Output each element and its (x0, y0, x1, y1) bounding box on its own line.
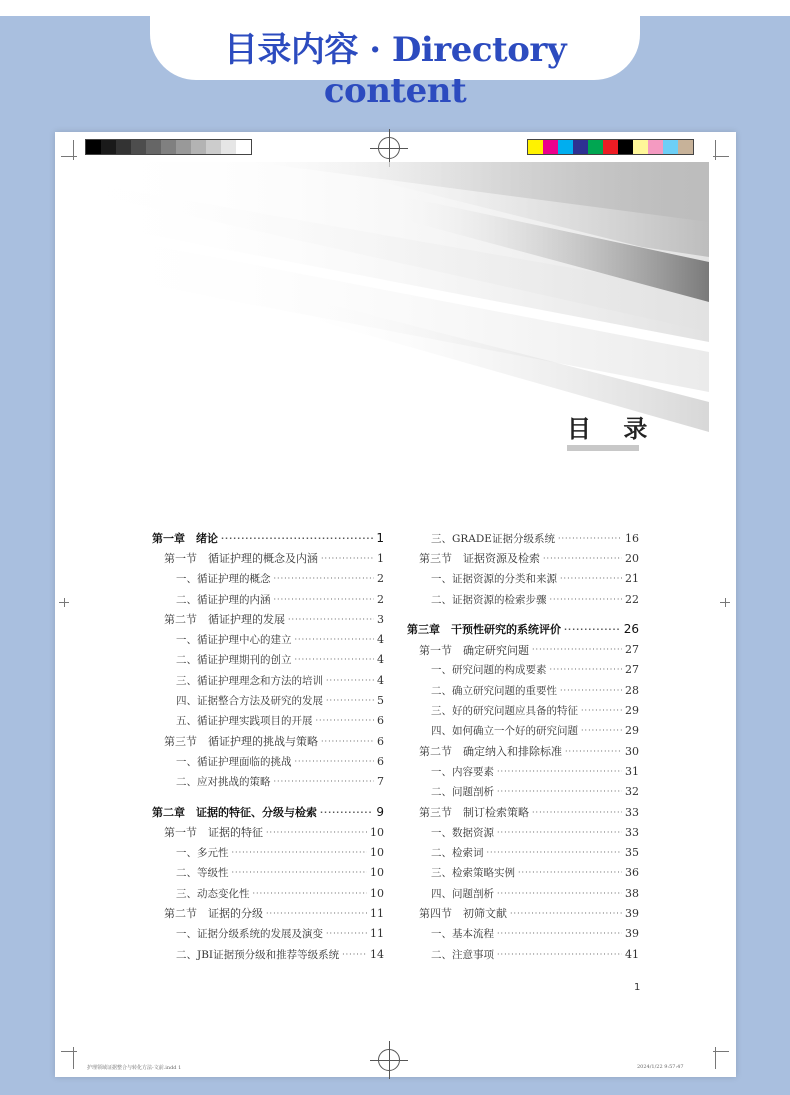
toc-leader-dots (497, 828, 622, 837)
toc-entry-label: 四、问题剖析 (431, 887, 494, 900)
toc-page-number: 20 (625, 551, 639, 565)
toc-entry-label: 三、好的研究问题应具备的特征 (431, 705, 578, 718)
toc-page-number: 3 (377, 612, 384, 626)
toc-entry-label: 一、基本流程 (431, 928, 494, 941)
toc-entry-label: 三、GRADE证据分级系统 (431, 532, 555, 545)
page-number: 1 (634, 982, 641, 993)
gray-patch (236, 140, 251, 154)
toc-section-entry[interactable] (407, 548, 639, 568)
toc-leader-dots (326, 696, 374, 705)
toc-entry-label: 二、确立研究问题的重要性 (431, 684, 557, 697)
toc-heading: 目 录 (567, 415, 660, 443)
toc-page-number: 11 (370, 927, 384, 941)
registration-mark-bottom (378, 1049, 400, 1071)
color-patch (588, 140, 603, 154)
crop-mark (73, 140, 74, 160)
toc-page-number: 31 (625, 764, 639, 778)
toc-page-number: 6 (377, 714, 384, 728)
toc-leader-dots (232, 848, 368, 857)
toc-item-entry[interactable] (407, 822, 639, 842)
color-patch (633, 140, 648, 154)
toc-item-entry[interactable] (152, 589, 384, 609)
toc-page-number: 2 (377, 572, 384, 586)
toc-item-entry[interactable] (407, 924, 639, 944)
toc-section-entry[interactable] (407, 639, 639, 659)
toc-item-entry[interactable] (152, 772, 384, 792)
toc-page-number: 10 (370, 846, 384, 860)
toc-gap (152, 792, 384, 802)
color-patch (573, 140, 588, 154)
toc-page-number: 10 (370, 886, 384, 900)
toc-entry-label: 一、循证护理面临的挑战 (176, 755, 292, 768)
toc-entry-label: 第三节 制订检索策略 (419, 806, 529, 819)
toc-leader-dots (288, 615, 374, 624)
toc-entry-label: 一、多元性 (176, 847, 229, 860)
toc-left-column (152, 528, 384, 964)
toc-page-number: 27 (625, 643, 639, 657)
toc-leader-dots (565, 747, 622, 756)
crop-mark (61, 156, 77, 157)
toc-leader-dots (497, 889, 622, 898)
color-patch (543, 140, 558, 154)
toc-leader-dots (581, 706, 622, 715)
gray-patch (206, 140, 221, 154)
toc-page-number: 38 (625, 886, 639, 900)
color-patch (663, 140, 678, 154)
toc-item-entry[interactable] (407, 528, 639, 548)
toc-item-entry[interactable] (407, 863, 639, 883)
color-patch (603, 140, 618, 154)
gray-patch (86, 140, 101, 154)
toc-page-number: 14 (370, 947, 384, 961)
toc-entry-label: 二、循证护理的内涵 (176, 593, 271, 606)
decorative-gray-stripes (82, 162, 709, 522)
toc-page-number: 5 (377, 694, 384, 708)
print-timestamp-footer: 2024/1/22 9:57:47 (637, 1064, 684, 1070)
toc-entry-label: 第三节 证据资源及检索 (419, 552, 540, 566)
toc-page-number: 29 (625, 724, 639, 738)
toc-leader-dots (274, 595, 375, 604)
toc-leader-dots (253, 889, 368, 898)
toc-entry-label: 第一节 循证护理的概念及内涵 (164, 552, 318, 566)
toc-leader-dots (274, 777, 375, 786)
crop-mark (713, 1051, 729, 1052)
toc-item-entry[interactable] (152, 924, 384, 944)
toc-entry-label: 第一节 证据的特征 (164, 826, 263, 840)
toc-page-number: 10 (370, 825, 384, 839)
toc-leader-dots (558, 534, 622, 543)
toc-item-entry[interactable] (152, 944, 384, 964)
color-patch (618, 140, 633, 154)
toc-leader-dots (550, 665, 623, 674)
toc-section-entry[interactable] (152, 548, 384, 568)
toc-item-entry[interactable] (407, 660, 639, 680)
toc-page-number: 26 (623, 622, 639, 637)
toc-page-number: 11 (370, 906, 384, 920)
toc-page-number: 4 (377, 673, 384, 687)
toc-leader-dots (316, 716, 375, 725)
toc-leader-dots (295, 635, 375, 644)
toc-page-number: 9 (376, 805, 384, 819)
toc-item-entry[interactable] (407, 721, 639, 741)
toc-leader-dots (497, 950, 622, 959)
toc-leader-dots (487, 848, 623, 857)
toc-entry-label: 一、证据分级系统的发展及演变 (176, 928, 323, 941)
gray-patch (131, 140, 146, 154)
toc-page-number: 27 (625, 663, 639, 677)
toc-item-entry[interactable] (407, 883, 639, 903)
crop-mark (61, 1051, 77, 1052)
toc-item-entry[interactable] (407, 782, 639, 802)
toc-leader-dots (543, 554, 622, 563)
banner-title: 目录内容 · Directory content (223, 30, 567, 111)
toc-page-number: 1 (377, 551, 384, 565)
toc-leader-dots (581, 726, 622, 735)
toc-leader-dots (518, 868, 622, 877)
toc-page-number: 22 (625, 592, 639, 606)
toc-entry-label: 第二节 证据的分级 (164, 907, 263, 921)
toc-page-number: 29 (625, 704, 639, 718)
toc-entry-label: 二、检索词 (431, 847, 484, 860)
toc-leader-dots (326, 676, 374, 685)
toc-leader-dots (295, 655, 375, 664)
gray-patch (221, 140, 236, 154)
toc-item-entry[interactable] (407, 589, 639, 609)
toc-leader-dots (321, 554, 374, 563)
toc-page-number: 1 (376, 531, 384, 546)
toc-item-entry[interactable] (407, 680, 639, 700)
gray-patch (191, 140, 206, 154)
toc-page-number: 6 (377, 754, 384, 768)
toc-page-number: 4 (377, 633, 384, 647)
gray-patch (161, 140, 176, 154)
toc-page-number: 33 (625, 805, 639, 819)
toc-page-number: 10 (370, 866, 384, 880)
toc-chapter-entry[interactable] (407, 619, 639, 639)
toc-entry-label: 二、循证护理期刊的创立 (176, 654, 292, 667)
toc-entry-label: 第二节 确定纳入和排除标准 (419, 745, 562, 759)
toc-leader-dots (560, 574, 622, 583)
toc-section-entry[interactable] (152, 822, 384, 842)
toc-leader-dots (564, 625, 621, 634)
toc-page-number: 41 (625, 947, 639, 961)
toc-entry-label: 四、证据整合方法及研究的发展 (176, 695, 323, 708)
toc-item-entry[interactable] (152, 670, 384, 690)
toc-leader-dots (326, 929, 367, 938)
toc-page-number: 4 (377, 653, 384, 667)
toc-page-number: 30 (625, 744, 639, 758)
gray-patch (101, 140, 116, 154)
toc-entry-label: 二、JBI证据预分级和推荐等级系统 (176, 948, 340, 961)
toc-leader-dots (266, 828, 367, 837)
toc-entry-label: 第三节 循证护理的挑战与策略 (164, 735, 318, 749)
toc-page-number: 28 (625, 683, 639, 697)
toc-item-entry[interactable] (152, 883, 384, 903)
toc-section-entry[interactable] (152, 731, 384, 751)
toc-page-number: 39 (625, 927, 639, 941)
toc-page-number: 7 (377, 775, 384, 789)
color-patch (558, 140, 573, 154)
title-banner (150, 0, 640, 111)
toc-leader-dots (266, 909, 367, 918)
toc-item-entry[interactable] (152, 629, 384, 649)
toc-entry-label: 四、如何确立一个好的研究问题 (431, 725, 578, 738)
toc-leader-dots (295, 757, 375, 766)
toc-page-number: 16 (625, 531, 639, 545)
toc-right-column (407, 528, 639, 964)
toc-entry-label: 二、证据资源的检索步骤 (431, 593, 547, 606)
color-patch (648, 140, 663, 154)
toc-item-entry[interactable] (152, 751, 384, 771)
toc-leader-dots (274, 574, 375, 583)
toc-item-entry[interactable] (152, 863, 384, 883)
toc-entry-label: 第四节 初筛文献 (419, 907, 507, 921)
toc-leader-dots (497, 929, 622, 938)
toc-entry-label: 一、循证护理的概念 (176, 573, 271, 586)
gray-patch (116, 140, 131, 154)
toc-item-entry[interactable] (152, 690, 384, 710)
toc-page-number: 6 (377, 734, 384, 748)
toc-item-entry[interactable] (407, 842, 639, 862)
toc-page-number: 35 (625, 846, 639, 860)
toc-leader-dots (560, 686, 622, 695)
toc-page-number: 39 (625, 906, 639, 920)
toc-leader-dots (532, 645, 622, 654)
toc-page-number: 33 (625, 825, 639, 839)
toc-leader-dots (342, 950, 367, 959)
toc-item-entry[interactable] (407, 944, 639, 964)
toc-entry-label: 二、注意事项 (431, 948, 494, 961)
toc-section-entry[interactable] (407, 802, 639, 822)
gray-patch (176, 140, 191, 154)
toc-item-entry[interactable] (152, 842, 384, 862)
toc-chapter-entry[interactable] (152, 528, 384, 548)
toc-leader-dots (497, 787, 622, 796)
toc-entry-label: 第一章 绪论 (152, 532, 218, 546)
toc-entry-label: 第二章 证据的特征、分级与检索 (152, 806, 317, 819)
toc-leader-dots (497, 767, 622, 776)
toc-entry-label: 一、循证护理中心的建立 (176, 634, 292, 647)
toc-item-entry[interactable] (152, 569, 384, 589)
toc-leader-dots (510, 909, 622, 918)
print-file-footer: 护理领域证据整合与转化方法-文前.indd 1 (87, 1065, 182, 1071)
toc-entry-label: 三、检索策略实例 (431, 867, 515, 880)
toc-entry-label: 一、内容要素 (431, 765, 494, 778)
toc-page-number: 36 (625, 866, 639, 880)
color-patch (678, 140, 693, 154)
toc-leader-dots (232, 868, 368, 877)
toc-page-number: 2 (377, 592, 384, 606)
toc-entry-label: 三、动态变化性 (176, 887, 250, 900)
toc-item-entry[interactable] (407, 700, 639, 720)
toc-section-entry[interactable] (152, 609, 384, 629)
toc-chapter-entry[interactable] (152, 802, 384, 822)
toc-entry-label: 三、循证护理理念和方法的培训 (176, 674, 323, 687)
book-page (55, 132, 736, 1077)
toc-item-entry[interactable] (152, 650, 384, 670)
crop-mark (64, 598, 65, 607)
toc-leader-dots (550, 595, 623, 604)
toc-section-entry[interactable] (407, 741, 639, 761)
toc-entry-label: 第二节 循证护理的发展 (164, 613, 285, 627)
toc-section-entry[interactable] (152, 903, 384, 923)
toc-leader-dots (532, 808, 622, 817)
toc-entry-label: 二、应对挑战的策略 (176, 776, 271, 789)
toc-section-entry[interactable] (407, 903, 639, 923)
gray-patch (146, 140, 161, 154)
toc-entry-label: 二、问题剖析 (431, 786, 494, 799)
crop-mark (715, 140, 716, 160)
grayscale-calibration-strip (85, 139, 252, 155)
toc-entry-label: 五、循证护理实践项目的开展 (176, 715, 313, 728)
toc-heading-underline (567, 445, 639, 451)
toc-entry-label: 二、等级性 (176, 867, 229, 880)
toc-entry-label: 第一节 确定研究问题 (419, 643, 529, 657)
toc-entry-label: 一、证据资源的分类和来源 (431, 573, 557, 586)
crop-mark (713, 156, 729, 157)
toc-leader-dots (320, 808, 373, 817)
toc-page-number: 32 (625, 785, 639, 799)
toc-entry-label: 一、研究问题的构成要素 (431, 664, 547, 677)
registration-mark-top (378, 137, 400, 159)
toc-item-entry[interactable] (407, 761, 639, 781)
toc-leader-dots (221, 534, 373, 543)
toc-entry-label: 第三章 干预性研究的系统评价 (407, 623, 561, 637)
color-calibration-strip (527, 139, 694, 155)
toc-item-entry[interactable] (407, 569, 639, 589)
toc-gap (407, 609, 639, 619)
toc-entry-label: 一、数据资源 (431, 826, 494, 839)
crop-mark (725, 598, 726, 607)
color-patch (528, 140, 543, 154)
toc-item-entry[interactable] (152, 711, 384, 731)
toc-leader-dots (321, 737, 374, 746)
toc-page-number: 21 (625, 572, 639, 586)
